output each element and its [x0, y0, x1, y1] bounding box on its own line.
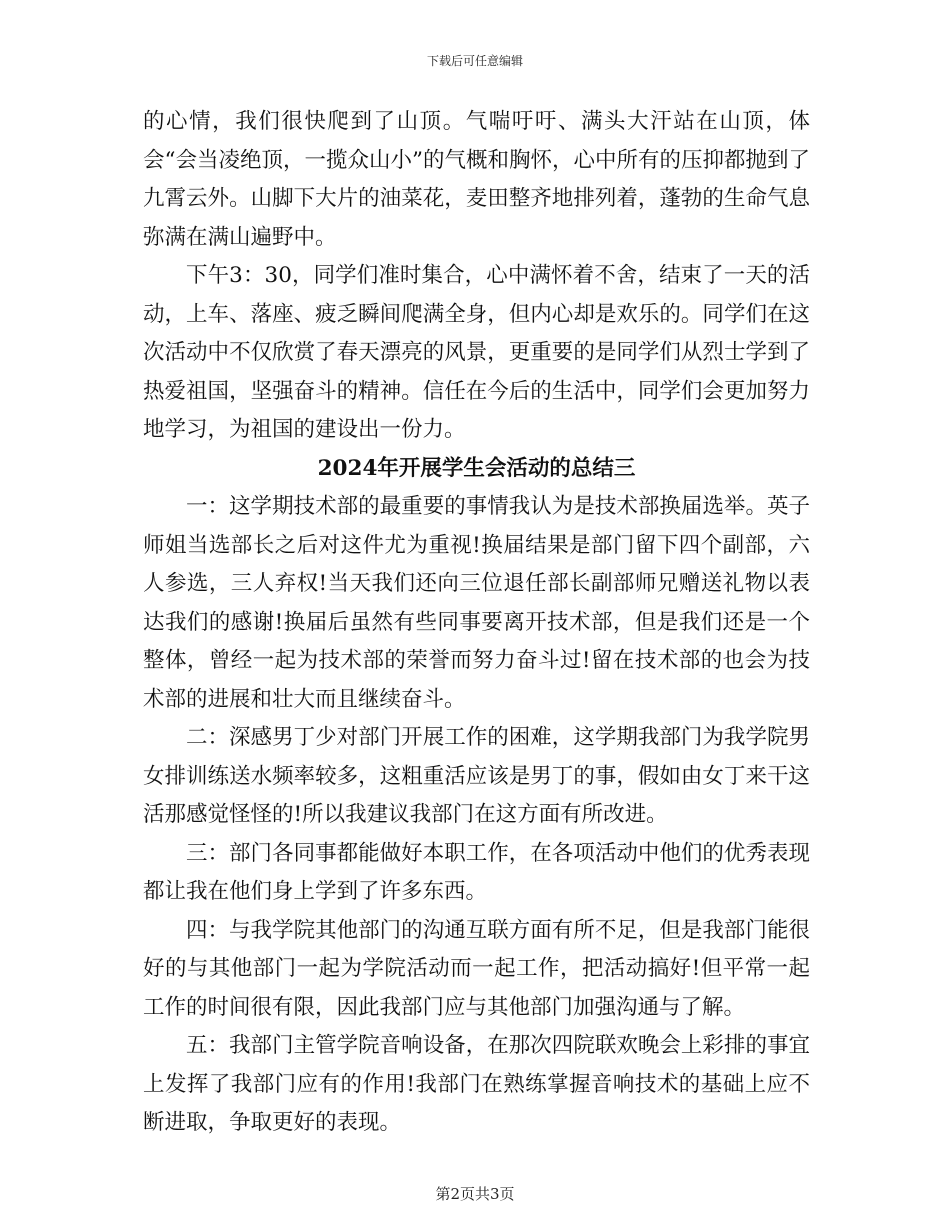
summary-item-2: 二：深感男丁少对部门开展工作的困难，这学期我部门为我学院男女排训练送水频率较多，这粗重活应该是男丁的事，假如由女丁来干这活那感觉怪怪的!所以我建议我部门在这方面有所改进。 [143, 725, 810, 827]
summary-item-1: 一：这学期技术部的最重要的事情我认为是技术部换届选举。英子师姐当选部长之后对这件尤为重视!换届结果是部门留下四个副部，六人参选，三人弃权!当天我们还向三位退任部长副部师兄赠送礼物以表达我们的感谢!换届后虽然有些同事要离开技术部，但是我们还是一个整体，曾经一起为技术部的荣誉而努力奋斗过!留在技术部的也会为技术部的进展和壮大而且继续奋斗。 [143, 494, 810, 712]
summary-item-5: 五：我部门主管学院音响设备，在那次四院联欢晚会上彩排的事宜上发挥了我部门应有的作用!我部门在熟练掌握音响技术的基础上应不断进取，争取更好的表现。 [143, 1033, 810, 1135]
section-title: 2024年开展学生会活动的总结三 [317, 455, 636, 481]
paragraph-afternoon: 下午3：30，同学们准时集合，心中满怀着不舍，结束了一天的活动，上车、落座、疲乏瞬间爬满全身，但内心却是欢乐的。同学们在这次活动中不仅欣赏了春天漂亮的风景，更重要的是同学们从烈士学到了热爱祖国，坚强奋斗的精神。信任在今后的生活中，同学们会更加努力地学习，为祖国的建设出一份力。 [143, 263, 810, 442]
page-number: 第2页共3页 [435, 1185, 515, 1203]
summary-item-3: 三：部门各同事都能做好本职工作，在各项活动中他们的优秀表现都让我在他们身上学到了许多东西。 [143, 840, 810, 904]
summary-item-4: 四：与我学院其他部门的沟通互联方面有所不足，但是我部门能很好的与其他部门一起为学院活动而一起工作，把活动搞好!但平常一起工作的时间很有限，因此我部门应与其他部门加强沟通与了解。 [143, 917, 810, 1020]
paragraph-continued: 的心情，我们很快爬到了山顶。气喘吁吁、满头大汗站在山顶，体会“会当凌绝顶，一揽众山小”的气概和胸怀，心中所有的压抑都抛到了九霄云外。山脚下大片的油菜花，麦田整齐地排列着，蓬勃的生命气息弥满在满山遍野中。 [143, 109, 810, 250]
document-body [143, 103, 810, 1143]
page-header-note: 下载后可任意编辑 [426, 54, 523, 68]
